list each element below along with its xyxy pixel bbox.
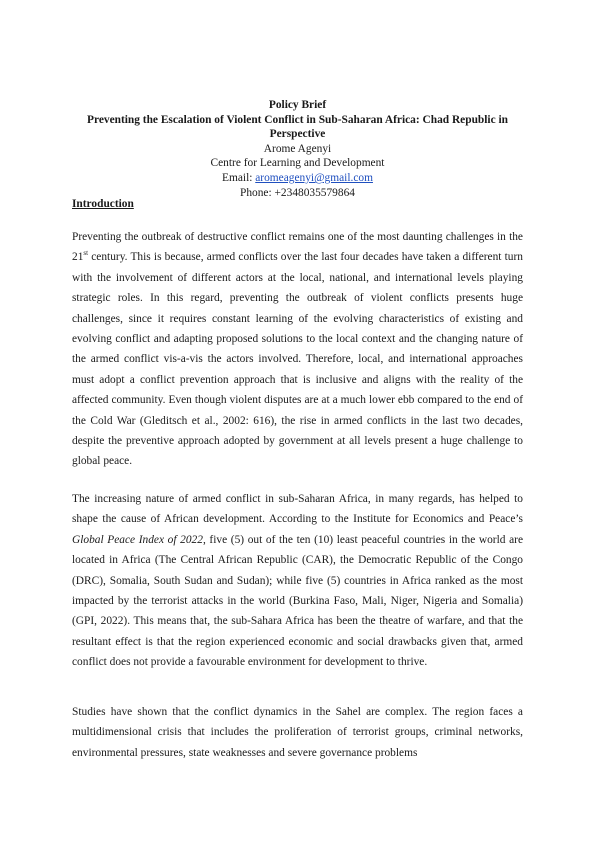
author-phone: Phone: +2348035579864 [240,186,355,199]
author-email-line [72,171,523,186]
author-name: Arome Agenyi [263,142,332,155]
paragraph-1-text-b: century. This is because, armed conflicts over the last four decades have taken a different turn with the involvement of different actors at the local, national, and international levels playing strategic roles. In this regard, preventing the outbreak of violent conflicts presents huge challenges, since it requires constant learning of the evolving characteristics of existing and evolving conflict and adapting proposed solutions to the local context and the changing nature of the armed conflict vis-a-vis the actors involved. Therefore, local, and international approaches must adopt a conflict prevention approach that is inclusive and aligns with the reality of the affected community. Even though violent disputes are at a much lower ebb compared to the end of the Cold War (Gleditsch et al., 2002: 616), the rise in armed conflicts in the last two decades, despite the preventive approach adopted by government at all levels present a huge challenge to global peace. [72,251,523,468]
document-type-label: Policy Brief [268,99,327,111]
report-title-italic: Global Peace Index of 2022 [72,533,203,546]
paragraph-1 [72,227,523,472]
section-heading-introduction: Introduction [72,198,134,210]
email-link[interactable]: aromeagenyi@gmail.com [255,171,373,184]
paragraph-1-text-a: Preventing the outbreak of destructive conflict remains one of the most daunting challenges in the 21 [72,231,523,264]
document-title: Preventing the Escalation of Violent Conflict in Sub-Saharan Africa: Chad Republic in Perspective [87,113,508,141]
email-label: Email: [222,171,256,184]
paragraph-2 [72,489,523,673]
author-organization: Centre for Learning and Development [210,157,385,170]
paragraph-3: Studies have shown that the conflict dynamics in the Sahel are complex. The region faces a multidimensional crisis that includes the proliferation of terrorist groups, criminal networks, environmental pressures, state weaknesses and severe governance problems [72,706,523,759]
paragraph-2-text-b: , five (5) out of the ten (10) least peaceful countries in the world are located in Africa (The Central African Republic (CAR), the Democratic Republic of the Congo (DRC), Somalia, South Sudan and Sudan); while five (5) countries in Africa ranked as the most impacted by the terrorist attacks in the world (Burkina Faso, Mali, Niger, Nigeria and Somalia) (GPI, 2022). This means that, the sub-Sahara Africa has been the theatre of warfare, and that the resultant effect is that the region experienced economic and social drawbacks given that, armed conflict does not provide a favourable environment for development to thrive. [72,533,523,669]
paragraph-2-text-a: The increasing nature of armed conflict in sub-Saharan Africa, in many regards, has helped to shape the cause of African development. According to the Institute for Economics and Peace’s [72,493,523,526]
ordinal-superscript: st [83,249,89,258]
title-block [72,98,523,200]
